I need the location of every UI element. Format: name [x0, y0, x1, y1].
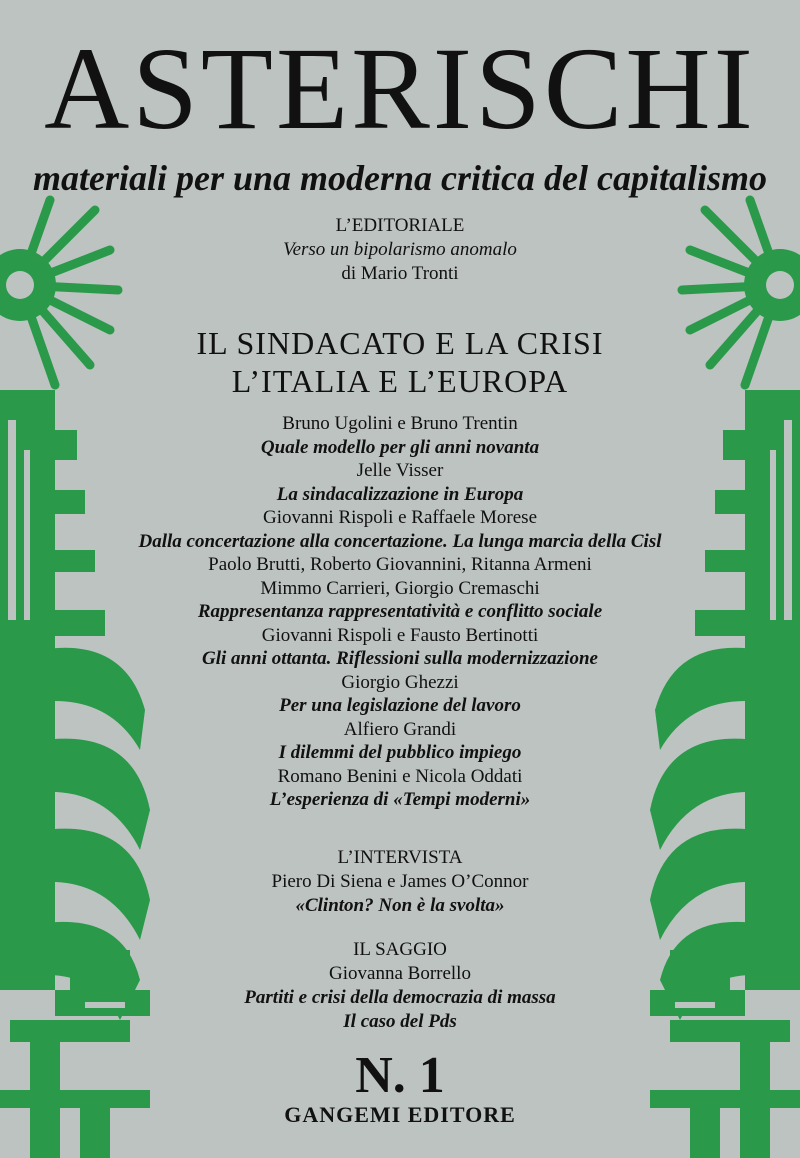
article-title: I dilemmi del pubblico impiego [278, 742, 522, 763]
article-authors: Paolo Brutti, Roberto Giovannini, Ritanna Armeni [208, 554, 592, 575]
article-authors: Bruno Ugolini e Bruno Trentin [282, 413, 518, 434]
essay-author: Giovanna Borrello [329, 963, 471, 984]
article-title: Rappresentanza rappresentatività e conflitto sociale [197, 601, 603, 622]
essay-section [100, 938, 700, 1034]
article-authors: Alfiero Grandi [343, 718, 457, 740]
editorial-byline: di Mario Tronti [341, 263, 459, 284]
interview-label: L’INTERVISTA [337, 847, 463, 868]
article-title: Dalla concertazione alla concertazione. La lunga marcia della Cisl [138, 530, 662, 552]
article-authors: Jelle Visser [356, 460, 444, 481]
article-title: Per una legislazione del lavoro [279, 695, 521, 716]
article-authors: Giovanni Rispoli e Fausto Bertinotti [261, 624, 539, 646]
article-authors-continued: Mimmo Carrieri, Giorgio Cremaschi [260, 577, 540, 599]
article-authors: Romano Benini e Nicola Oddati [277, 765, 523, 787]
essay-title: Partiti e crisi della democrazia di massa [244, 987, 556, 1008]
article-title: Quale modello per gli anni novanta [260, 436, 540, 458]
headline-line-2: L’ITALIA E L’EUROPA [231, 363, 569, 399]
articles-list [100, 412, 700, 812]
magazine-subtitle: materiali per una moderna critica del capitalismo [33, 158, 767, 198]
issue-number: N. 1 [355, 1047, 445, 1104]
editorial-title: Verso un bipolarismo anomalo [283, 239, 517, 260]
interview-authors: Piero Di Siena e James O’Connor [271, 871, 529, 892]
editorial-section [100, 214, 700, 286]
cover-headline [100, 324, 700, 400]
essay-title-continued: Il caso del Pds [343, 1011, 457, 1032]
article-title: L’esperienza di «Tempi moderni» [269, 789, 531, 810]
interview-section [100, 846, 700, 918]
editorial-label: L’EDITORIALE [335, 215, 465, 236]
publisher-name: GANGEMI EDITORE [284, 1102, 516, 1127]
interview-title: «Clinton? Non è la svolta» [295, 895, 505, 916]
headline-line-1: IL SINDACATO E LA CRISI [196, 325, 604, 361]
article-title: Gli anni ottanta. Riflessioni sulla modernizzazione [202, 648, 598, 669]
article-authors: Giorgio Ghezzi [341, 671, 459, 693]
magazine-title: ASTERISCHI [44, 23, 756, 154]
article-authors: Giovanni Rispoli e Raffaele Morese [262, 507, 538, 528]
essay-label: IL SAGGIO [353, 939, 447, 960]
article-title: La sindacalizzazione in Europa [276, 483, 524, 505]
